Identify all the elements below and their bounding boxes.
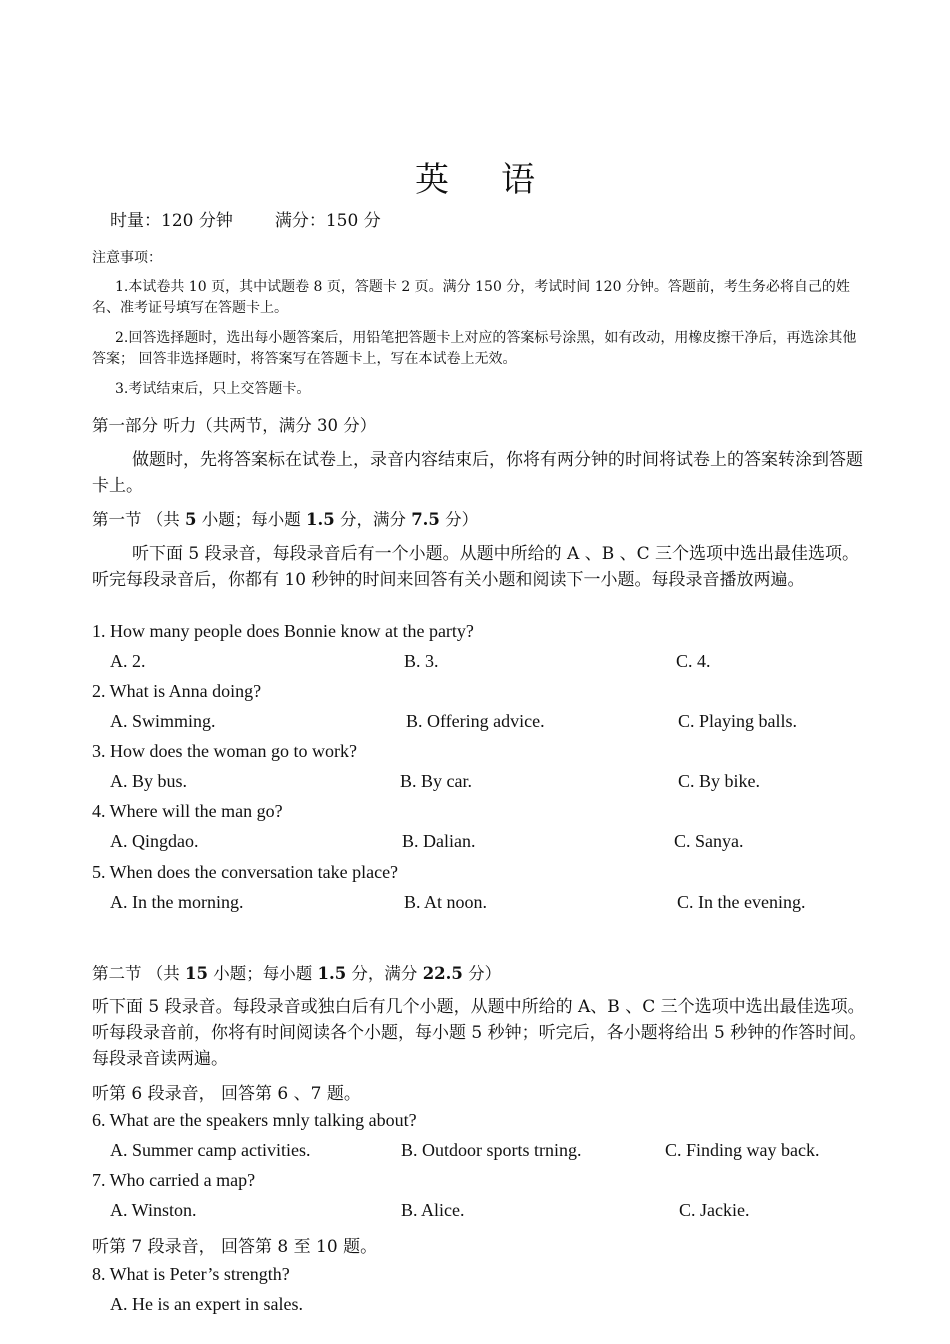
part1-intro: 做题时，先将答案标在试卷上，录音内容结束后，你将有两分钟的时间将试卷上的答案转涂到答题卡上。 <box>92 450 863 496</box>
q4-option-a: A. Qingdao. <box>110 831 199 851</box>
q6-option-c: C. Finding way back. <box>665 1140 820 1160</box>
q2-option-b: B. Offering advice. <box>406 711 545 731</box>
note-2: 2.回答选择题时，选出每小题答案后，用铅笔把答题卡上对应的答案标号涂黑，如有改动，用橡皮擦干净后，再选涂其他答案； 回答非选择题时，将答案写在答题卡上，写在本试卷上无效。 <box>92 330 857 367</box>
q7-option-a: A. Winston. <box>110 1200 197 1220</box>
part1-heading: 第一部分 听力（共两节，满分 30 分） <box>92 416 377 435</box>
segment-6-instruction: 听第 6 段录音， 回答第 6 、7 题。 <box>92 1084 361 1104</box>
section1-heading: 第一节 （共 5 小题；每小题 1.5 分，满分 7.5 分） <box>92 510 479 529</box>
q1-option-c: C. 4. <box>676 651 711 671</box>
q3-option-c: C. By bike. <box>678 771 761 791</box>
question-7: 7. Who carried a map? <box>92 1170 256 1190</box>
q2-option-c: C. Playing balls. <box>678 711 798 731</box>
notes-label: 注意事项： <box>92 250 162 266</box>
note-3: 3.考试结束后，只上交答题卡。 <box>115 381 311 397</box>
q3-option-b: B. By car. <box>400 771 472 791</box>
segment-7-instruction: 听第 7 段录音， 回答第 8 至 10 题。 <box>92 1237 378 1257</box>
q5-option-a: A. In the morning. <box>110 892 244 912</box>
title-char-1: 英 <box>415 160 449 200</box>
section2-intro: 听下面 5 段录音。每段录音或独白后有几个小题，从题中所给的 A、B 、C 三个选项中选出最佳选项。听每段录音前，你将有时间阅读各个小题，每小题 5 秒钟；听完后，各小题将给出 5 秒钟的作答时间。每段录音读两遍。 <box>92 997 867 1069</box>
question-1: 1. How many people does Bonnie know at the party? <box>92 621 474 641</box>
q6-option-b: B. Outdoor sports trning. <box>401 1140 582 1160</box>
question-4: 4. Where will the man go? <box>92 801 283 821</box>
question-5: 5. When does the conversation take place? <box>92 862 399 882</box>
q5-option-b: B. At noon. <box>404 892 488 912</box>
q4-option-b: B. Dalian. <box>402 831 476 851</box>
section2-heading: 第二节 （共 15 小题；每小题 1.5 分，满分 22.5 分） <box>92 964 502 983</box>
q2-option-a: A. Swimming. <box>110 711 216 731</box>
q1-option-b: B. 3. <box>404 651 439 671</box>
section1-intro: 听下面 5 段录音，每段录音后有一个小题。从题中所给的 A 、B 、C 三个选项中选出最佳选项。听完每段录音后，你都有 10 秒钟的时间来回答有关小题和阅读下一小题。每段录音播放两遍。 <box>92 544 860 590</box>
q6-option-a: A. Summer camp activities. <box>110 1140 311 1160</box>
q7-option-b: B. Alice. <box>401 1200 465 1220</box>
page-title <box>0 152 950 201</box>
q3-option-a: A. By bus. <box>110 771 188 791</box>
full-score: 满分：150 分 <box>274 211 381 231</box>
question-8: 8. What is Peter’s strength? <box>92 1264 290 1284</box>
q4-option-c: C. Sanya. <box>674 831 744 851</box>
q1-option-a: A. 2. <box>110 651 146 671</box>
note-1: 1.本试卷共 10 页，其中试题卷 8 页，答题卡 2 页。满分 150 分，考试时间 120 分钟。答题前，考生务必将自己的姓名、准考证号填写在答题卡上。 <box>92 279 850 316</box>
question-2: 2. What is Anna doing? <box>92 681 262 701</box>
question-3: 3. How does the woman go to work? <box>92 741 357 761</box>
title-char-2: 语 <box>501 160 535 200</box>
exam-meta <box>110 206 381 231</box>
time-limit: 时量：120 分钟 <box>110 211 233 231</box>
q7-option-c: C. Jackie. <box>679 1200 750 1220</box>
question-6: 6. What are the speakers mnly talking about? <box>92 1110 417 1130</box>
q5-option-c: C. In the evening. <box>677 892 806 912</box>
q8-option-a: A. He is an expert in sales. <box>110 1294 303 1314</box>
